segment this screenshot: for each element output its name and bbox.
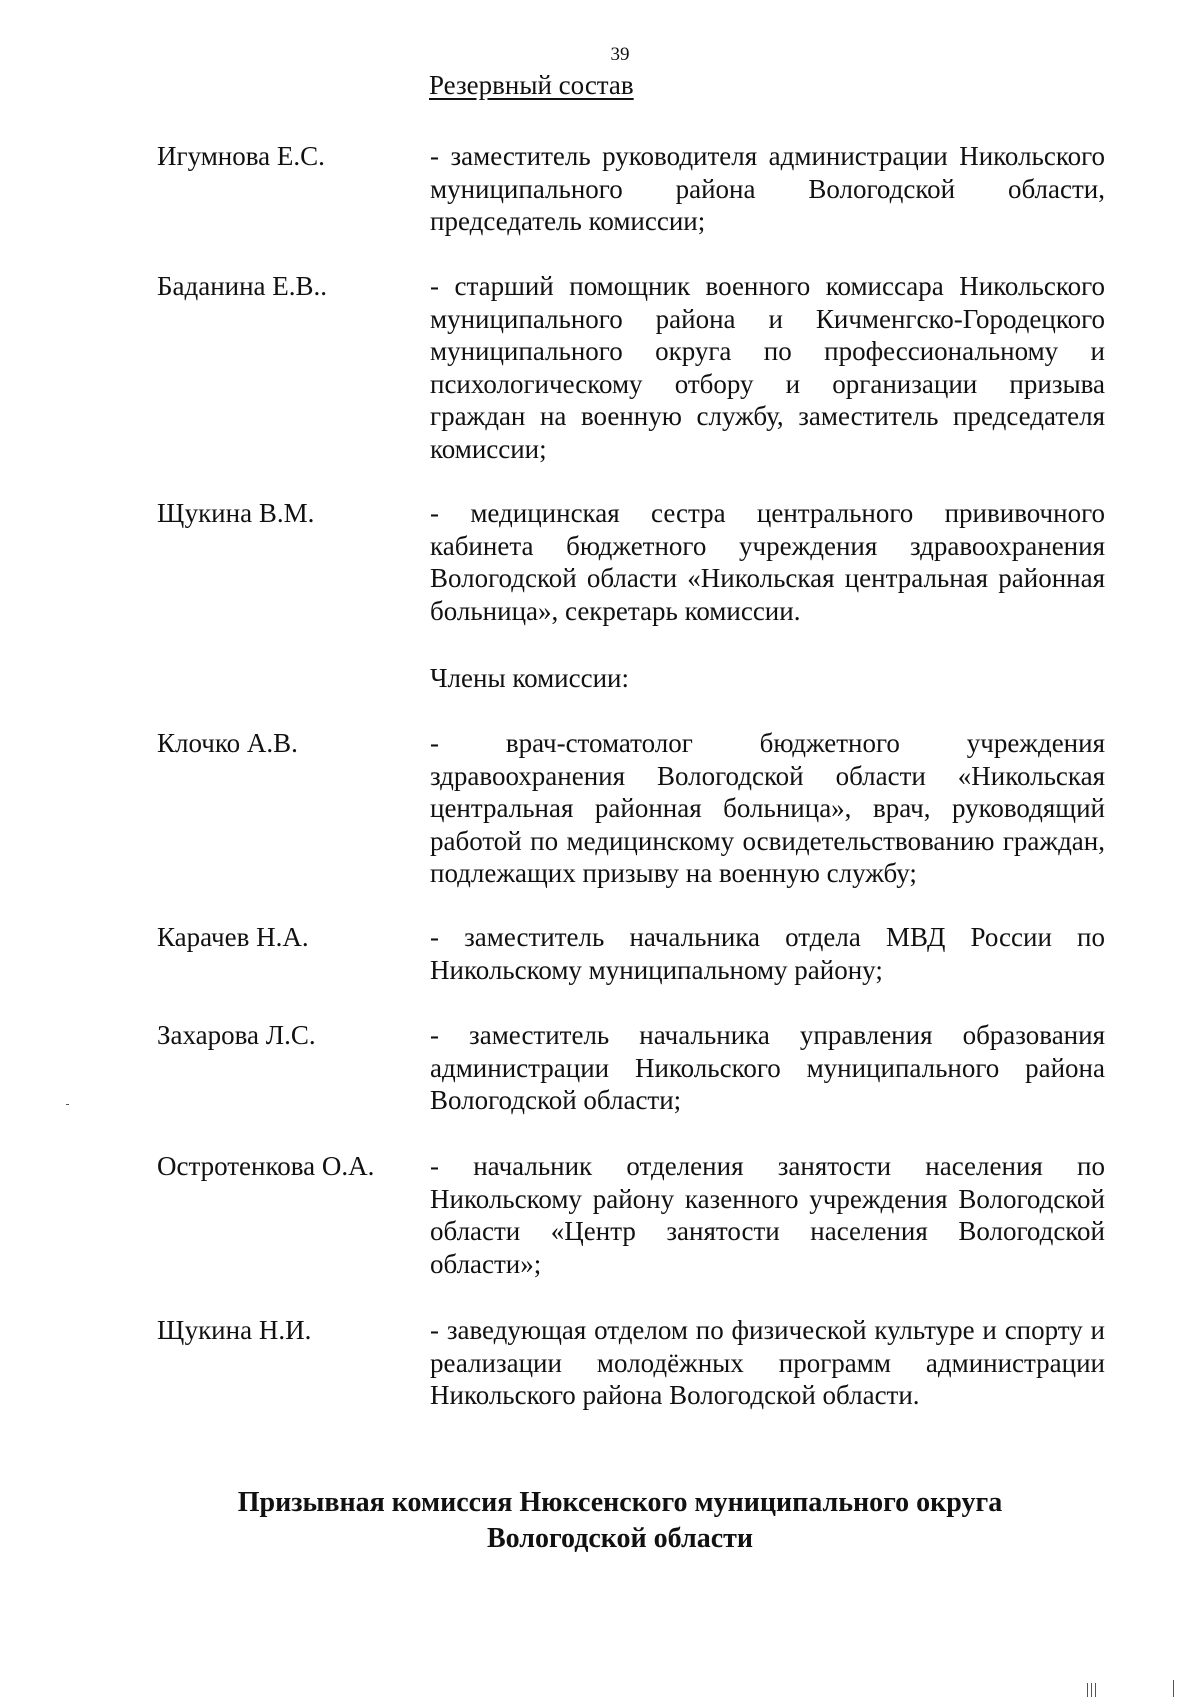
- person-role: - заместитель начальника управления образования администрации Никольского муниципального района Вологодской области;: [430, 1020, 1105, 1115]
- scan-artifact: [1173, 1680, 1174, 1697]
- person-role: - заместитель руководителя администрации Никольского муниципального района Вологодской области, председатель комиссии;: [430, 141, 1105, 236]
- person-role: - начальник отделения занятости населения по Никольскому району казенного учреждения Вологодской области «Центр занятости населения Вологодской области»;: [430, 1151, 1105, 1279]
- scan-artifact: [1095, 1683, 1096, 1697]
- person-role: - старший помощник военного комиссара Никольского муниципального района и Кичменгско-Городецкого муниципального округа по профессиональному и психологическому отбору и организации призыва граждан на военную службу, заместитель председателя комиссии;: [430, 271, 1105, 464]
- scan-artifact: [66, 1104, 69, 1105]
- scan-artifact: [1087, 1683, 1088, 1697]
- person-role: - заместитель начальника отдела МВД России по Никольскому муниципальному району;: [430, 922, 1105, 985]
- section-title: Резервный состав: [429, 70, 634, 100]
- person-name: Баданина Е.В..: [157, 271, 328, 301]
- person-name: Захарова Л.С.: [157, 1020, 316, 1050]
- scan-artifact: [1091, 1683, 1092, 1697]
- commission-heading-line1: Призывная комиссия Нюксенского муниципального округа: [237, 1487, 1003, 1518]
- commission-heading: [0, 1485, 1200, 1557]
- members-subheading: Члены комиссии:: [430, 663, 629, 693]
- person-name: Карачев Н.А.: [157, 922, 309, 952]
- person-name: Остротенкова О.А.: [157, 1151, 375, 1181]
- page-number: 39: [610, 44, 630, 65]
- person-name: Игумнова Е.С.: [157, 141, 325, 171]
- person-name: Клочко А.В.: [157, 728, 298, 758]
- person-name: Щукина В.М.: [157, 498, 315, 528]
- person-role: - врач-стоматолог бюджетного учреждения здравоохранения Вологодской области «Никольская центральная районная больница», врач, руководящий работой по медицинскому освидетельствованию граждан, подлежащих призыву на военную службу;: [430, 728, 1105, 888]
- person-name: Щукина Н.И.: [157, 1315, 312, 1345]
- person-role: - заведующая отделом по физической культуре и спорту и реализации молодёжных программ администрации Никольского района Вологодской области.: [430, 1315, 1105, 1410]
- person-role: - медицинская сестра центрального прививочного кабинета бюджетного учреждения здравоохранения Вологодской области «Никольская центральная районная больница», секретарь комиссии.: [430, 498, 1105, 626]
- commission-heading-line2: Вологодской области: [486, 1523, 754, 1554]
